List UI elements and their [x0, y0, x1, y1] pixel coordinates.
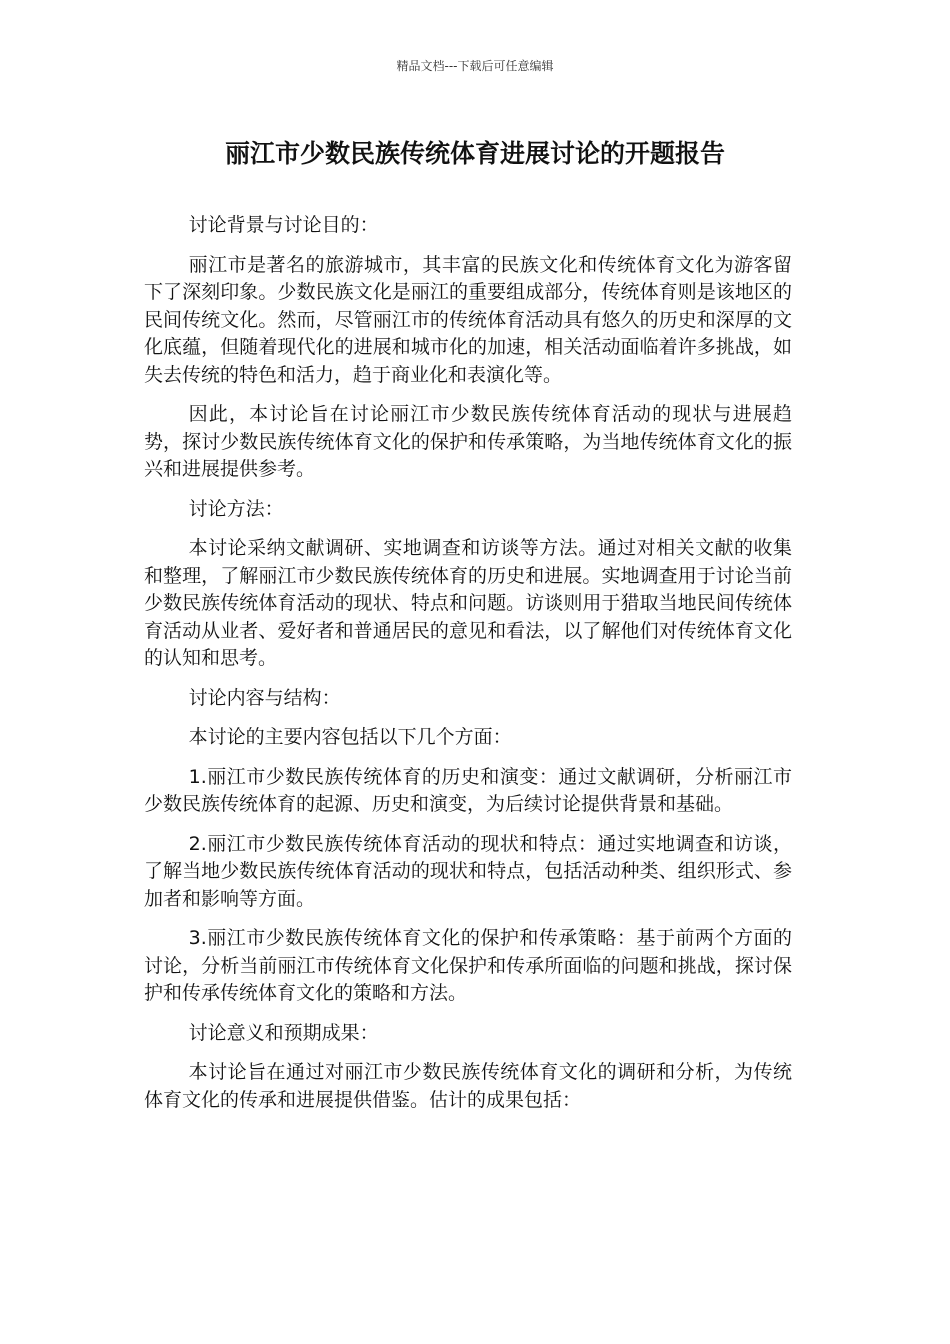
- content-intro: 本讨论的主要内容包括以下几个方面：: [188, 726, 512, 748]
- background-heading: 讨论背景与讨论目的：: [188, 214, 379, 236]
- document-title: 丽江市少数民族传统体育进展讨论的开题报告: [224, 139, 725, 168]
- document-body: [144, 212, 792, 1126]
- significance-paragraph-1: 本讨论旨在通过对丽江市少数民族传统体育文化的调研和分析，为传统体育文化的传承和进展提供借鉴。估计的成果包括：: [144, 1061, 792, 1111]
- header-note: 精品文档---下载后可任意编辑: [396, 59, 554, 73]
- significance-heading: 讨论意义和预期成果：: [188, 1021, 379, 1044]
- method-paragraph-1: 本讨论采纳文献调研、实地调查和访谈等方法。通过对相关文献的收集和整理，了解丽江市少数民族传统体育的历史和进展。实地调查用于讨论当前少数民族传统体育活动的现状、特点和问题。访谈则用于猎取当地民间传统体育活动从业者、爱好者和普通居民的意见和看法，以了解他们对传统体育文化的认知和思考。: [144, 537, 792, 669]
- content-item-2: 2.丽江市少数民族传统体育活动的现状和特点：通过实地调查和访谈，了解当地少数民族传统体育活动的现状和特点，包括活动种类、组织形式、参加者和影响等方面。: [144, 832, 792, 910]
- content-heading: 讨论内容与结构：: [188, 686, 341, 709]
- background-paragraph-1: 丽江市是著名的旅游城市，其丰富的民族文化和传统体育文化为游客留下了深刻印象。少数民族文化是丽江的重要组成部分，传统体育则是该地区的民间传统文化。然而，尽管丽江市的传统体育活动具有悠久的历史和深厚的文化底蕴，但随着现代化的进展和城市化的加速，相关活动面临着许多挑战，如失去传统的特色和活力，趋于商业化和表演化等。: [144, 253, 792, 386]
- method-heading: 讨论方法：: [188, 497, 284, 520]
- content-item-1: 1.丽江市少数民族传统体育的历史和演变：通过文献调研，分析丽江市少数民族传统体育的起源、历史和演变，为后续讨论提供背景和基础。: [144, 765, 792, 815]
- content-item-3: 3.丽江市少数民族传统体育文化的保护和传承策略：基于前两个方面的讨论，分析当前丽江市传统体育文化保护和传承所面临的问题和挑战，探讨保护和传承传统体育文化的策略和方法。: [144, 927, 792, 1004]
- background-paragraph-2: 因此，本讨论旨在讨论丽江市少数民族传统体育活动的现状与进展趋势，探讨少数民族传统体育文化的保护和传承策略，为当地传统体育文化的振兴和进展提供参考。: [144, 403, 792, 480]
